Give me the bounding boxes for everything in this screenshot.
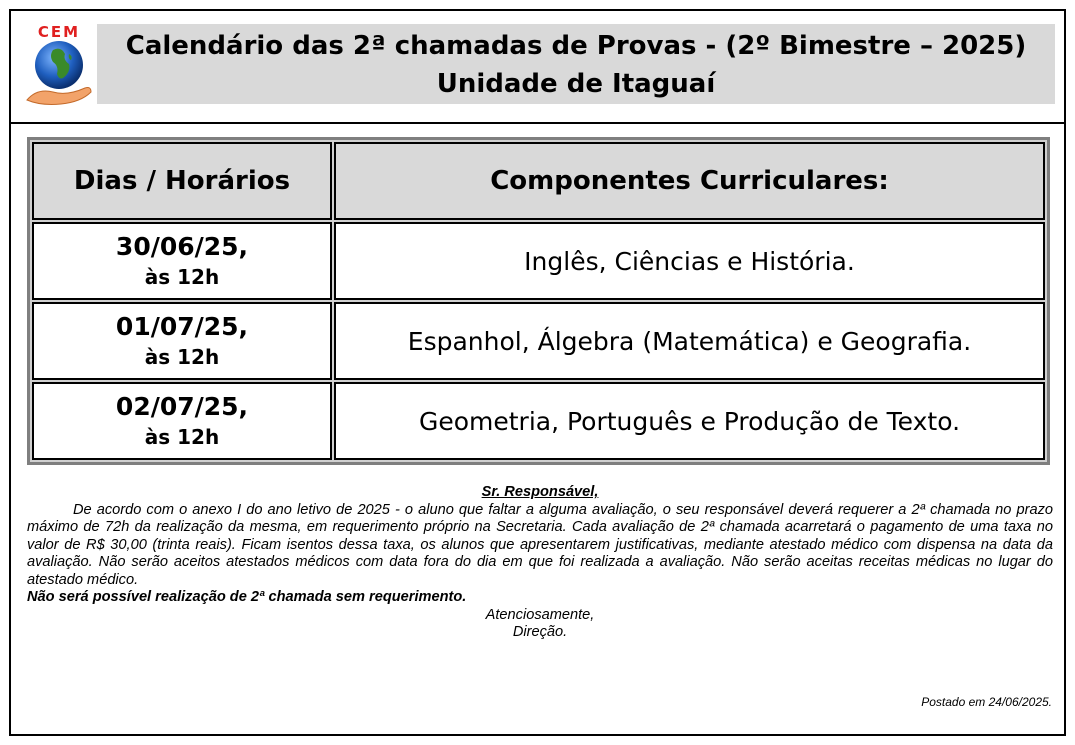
header-components: Componentes Curriculares: [334, 142, 1045, 220]
exam-time: às 12h [144, 265, 220, 289]
table-row [32, 382, 1045, 460]
subjects-cell: Espanhol, Álgebra (Matemática) e Geografia. [334, 302, 1045, 380]
exam-date: 02/07/25, [115, 392, 249, 421]
header-banner [97, 24, 1055, 104]
notice-signature: Direção. [512, 624, 568, 640]
exam-date: 01/07/25, [115, 312, 249, 341]
exam-date: 30/06/25, [115, 232, 249, 261]
unit-subtitle: Unidade de Itaguaí [436, 69, 716, 99]
table-row [32, 302, 1045, 380]
divider [11, 122, 1064, 124]
date-cell [32, 382, 332, 460]
date-cell [32, 302, 332, 380]
notice-title: Sr. Responsável, [481, 484, 599, 500]
date-cell [32, 222, 332, 300]
notice-closing: Atenciosamente, [485, 606, 595, 623]
notice-block [27, 484, 1053, 642]
notice-paragraph: De acordo com o anexo I do ano letivo de 2025 - o aluno que faltar a alguma avaliação, o seu responsável deverá requerer a 2ª chamada no prazo máximo de 72h da realização da mesma, em requerimento próprio na Secretaria. Cada avaliação de 2ª chamada acarretará o pagamento de uma taxa no valor de R$ 30,00 (trinta reais). Ficam isentos dessa taxa, os alunos que apresentarem justificativas, mediante atestado médico com dispensa na data da avaliação. Não serão aceitos atestados médicos com data fora do dia em que foi realizada a avaliação. Não serão aceitas receitas médicas no lugar do atestado médico. [27, 501, 1053, 588]
notice-bold-line: Não será possível realização de 2ª chamada sem requerimento. [27, 589, 467, 605]
subjects-cell: Inglês, Ciências e História. [334, 222, 1045, 300]
header-days-times: Dias / Horários [32, 142, 332, 220]
table-row [32, 222, 1045, 300]
table-header-row [32, 142, 1045, 220]
logo-text: CEM [37, 23, 81, 41]
exam-time: às 12h [144, 345, 220, 369]
posted-date: Postado em 24/06/2025. [921, 695, 1052, 709]
globe-hand-logo-icon [25, 20, 93, 110]
schedule-table [27, 137, 1050, 465]
subjects-cell: Geometria, Português e Produção de Texto. [334, 382, 1045, 460]
page-title: Calendário das 2ª chamadas de Provas - (2º Bimestre – 2025) [125, 31, 1027, 61]
exam-time: às 12h [144, 425, 220, 449]
